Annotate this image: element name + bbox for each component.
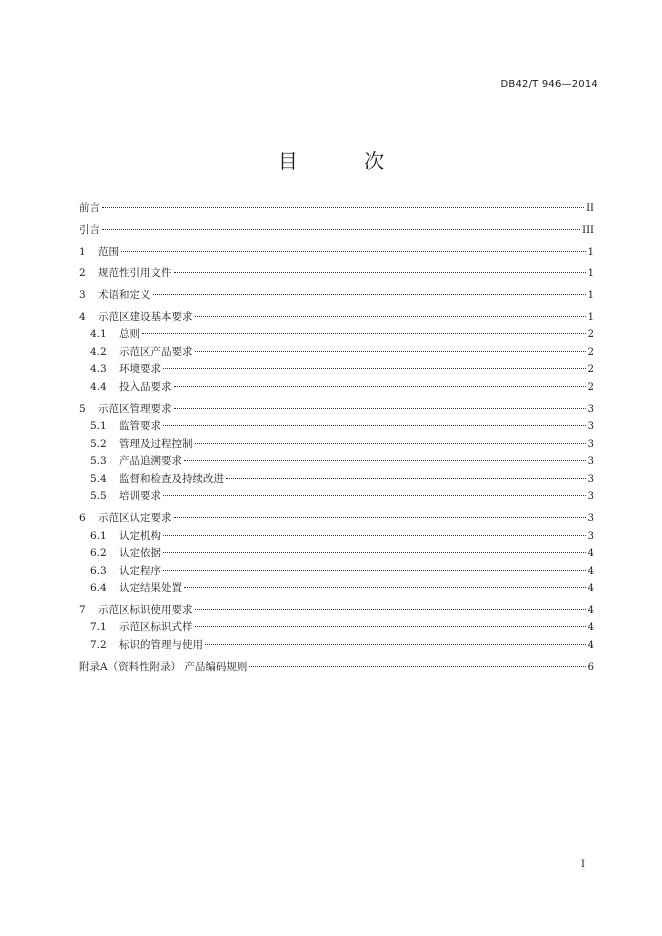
- toc-entry[interactable]: [79, 580, 594, 598]
- toc-entry-number: 6.4: [90, 582, 107, 595]
- toc-entry-page: 2: [587, 329, 594, 341]
- toc-dot-leader: [195, 443, 586, 444]
- toc-dot-leader: [163, 368, 586, 369]
- toc-entry-number: 6.2: [90, 547, 107, 560]
- toc-entry-title: 监管要求: [119, 420, 161, 433]
- toc-entry[interactable]: [79, 528, 594, 546]
- toc-dot-leader: [153, 294, 586, 295]
- toc-entry[interactable]: [79, 326, 594, 344]
- toc-dot-leader: [174, 272, 586, 273]
- toc-entry-title: 总则: [119, 328, 140, 341]
- toc-entry-page: 3: [587, 513, 594, 525]
- toc-entry-number: 4.1: [90, 328, 107, 341]
- toc-entry-title: 标识的管理与使用: [119, 638, 203, 651]
- toc-entry-page: II: [586, 203, 594, 214]
- toc-dot-leader: [174, 517, 586, 518]
- toc-entry[interactable]: [79, 563, 594, 581]
- toc-entry[interactable]: [79, 659, 594, 677]
- toc-entry-page: 4: [587, 565, 594, 577]
- toc-entry-number: 4.3: [90, 363, 107, 376]
- toc-entry-title: 认定程序: [119, 564, 161, 577]
- toc-entry[interactable]: [79, 418, 594, 436]
- toc-entry-page: 1: [587, 268, 594, 280]
- toc-entry[interactable]: [79, 244, 594, 262]
- toc-entry-page: 3: [587, 438, 594, 450]
- toc-dot-leader: [163, 425, 586, 426]
- toc-dot-leader: [174, 386, 586, 387]
- toc-entry[interactable]: [79, 222, 594, 240]
- toc-dot-leader: [102, 229, 580, 230]
- toc-entry[interactable]: [79, 602, 594, 620]
- toc-entry-number: 6.3: [90, 564, 107, 577]
- toc-entry[interactable]: [79, 471, 594, 489]
- toc-dot-leader: [163, 495, 586, 496]
- toc-entry-page: 3: [587, 491, 594, 503]
- toc-entry-number: 7.2: [90, 638, 107, 651]
- toc-dot-leader: [174, 408, 586, 409]
- toc-entry-page: 3: [587, 403, 594, 415]
- toc-entry-page: 4: [587, 548, 594, 560]
- toc-entry-page: 1: [587, 246, 594, 258]
- toc-entry-number: 5: [79, 402, 86, 415]
- toc-dot-leader: [195, 316, 586, 317]
- toc-entry-title: 前言: [79, 202, 100, 214]
- toc-dot-leader: [163, 535, 586, 536]
- toc-dot-leader: [195, 351, 586, 352]
- toc-dot-leader: [184, 587, 586, 588]
- toc-entry[interactable]: [79, 287, 594, 305]
- page-number: I: [581, 859, 585, 870]
- toc-entry-number: 4: [79, 310, 86, 323]
- toc-entry[interactable]: [79, 488, 594, 506]
- standard-code: DB42/T 946—2014: [500, 79, 598, 90]
- toc-entry-title: 示范区建设基本要求: [98, 310, 193, 323]
- toc-entry-title: 附录A（资料性附录） 产品编码规则: [79, 660, 248, 673]
- toc-dot-leader: [142, 333, 586, 334]
- toc-entry-number: 7: [79, 603, 86, 616]
- toc-entry-page: 3: [587, 530, 594, 542]
- toc-entry[interactable]: [79, 545, 594, 563]
- toc-entry-title: 引言: [79, 223, 100, 236]
- toc-entry-page: 4: [587, 604, 594, 616]
- toc-entry-number: 1: [79, 245, 86, 258]
- toc-entry[interactable]: [79, 309, 594, 327]
- toc-entry-title: 监督和检查及持续改进: [119, 472, 224, 485]
- toc-entry-page: III: [582, 224, 594, 236]
- toc-entry-page: 1: [587, 311, 594, 323]
- toc-entry-number: 5.2: [90, 437, 107, 450]
- toc-entry-page: 2: [587, 364, 594, 376]
- toc-entry-number: 2: [79, 267, 86, 280]
- toc-entry[interactable]: [79, 619, 594, 637]
- toc-entry-title: 产品追溯要求: [119, 455, 182, 468]
- toc-entry-number: 4.2: [90, 345, 107, 358]
- toc-dot-leader: [163, 552, 586, 553]
- toc-entry[interactable]: [79, 200, 594, 218]
- toc-entry[interactable]: [79, 401, 594, 419]
- toc-entry-number: 5.5: [90, 490, 107, 503]
- toc-entry-number: 4.4: [90, 380, 107, 393]
- toc-entry[interactable]: [79, 265, 594, 283]
- toc-entry-title: 认定机构: [119, 529, 161, 542]
- toc-entry-title: 示范区标识式样: [119, 621, 193, 634]
- toc-dot-leader: [121, 251, 586, 252]
- toc-dot-leader: [249, 666, 585, 667]
- toc-entry-title: 示范区管理要求: [98, 402, 172, 415]
- toc-entry-page: 3: [587, 421, 594, 433]
- toc-entry-title: 示范区标识使用要求: [98, 603, 193, 616]
- toc-entry[interactable]: [79, 379, 594, 397]
- toc-entry[interactable]: [79, 510, 594, 528]
- toc-dot-leader: [205, 644, 586, 645]
- toc-entry-title: 规范性引用文件: [98, 267, 172, 280]
- toc-entry-page: 2: [587, 346, 594, 358]
- toc-entry-title: 示范区认定要求: [98, 512, 172, 525]
- toc-entry-page: 4: [587, 583, 594, 595]
- toc-entry[interactable]: [79, 344, 594, 362]
- toc-dot-leader: [195, 626, 586, 627]
- toc-entry-page: 4: [587, 639, 594, 651]
- toc-entry-number: 5.3: [90, 455, 107, 468]
- page-title: 目 次: [277, 149, 415, 173]
- toc-entry-page: 3: [587, 456, 594, 468]
- toc-entry-page: 4: [587, 622, 594, 634]
- toc-entry-page: 3: [587, 473, 594, 485]
- table-of-contents: [79, 200, 594, 676]
- toc-entry[interactable]: [79, 453, 594, 471]
- toc-entry-number: 5.1: [90, 420, 107, 433]
- toc-entry-number: 3: [79, 289, 86, 302]
- toc-entry-title: 认定依据: [119, 547, 161, 560]
- toc-entry-number: 6: [79, 512, 86, 525]
- toc-dot-leader: [163, 570, 586, 571]
- toc-entry-title: 示范区产品要求: [119, 345, 193, 358]
- toc-dot-leader: [226, 478, 586, 479]
- toc-entry-page: 2: [587, 381, 594, 393]
- toc-dot-leader: [102, 207, 584, 208]
- toc-entry[interactable]: [79, 637, 594, 655]
- toc-entry-number: 7.1: [90, 621, 107, 634]
- toc-dot-leader: [184, 460, 586, 461]
- toc-entry-page: 6: [587, 661, 594, 673]
- toc-entry-number: 6.1: [90, 529, 107, 542]
- toc-entry-title: 投入品要求: [119, 380, 172, 393]
- toc-entry-page: 1: [587, 290, 594, 302]
- toc-entry[interactable]: [79, 361, 594, 379]
- toc-entry[interactable]: [79, 436, 594, 454]
- toc-dot-leader: [195, 609, 586, 610]
- toc-entry-title: 认定结果处置: [119, 582, 182, 595]
- toc-entry-title: 术语和定义: [98, 289, 151, 302]
- toc-entry-title: 环境要求: [119, 363, 161, 376]
- toc-entry-title: 培训要求: [119, 490, 161, 503]
- toc-entry-number: 5.4: [90, 472, 107, 485]
- toc-entry-title: 管理及过程控制: [119, 437, 193, 450]
- toc-entry-title: 范围: [98, 245, 119, 258]
